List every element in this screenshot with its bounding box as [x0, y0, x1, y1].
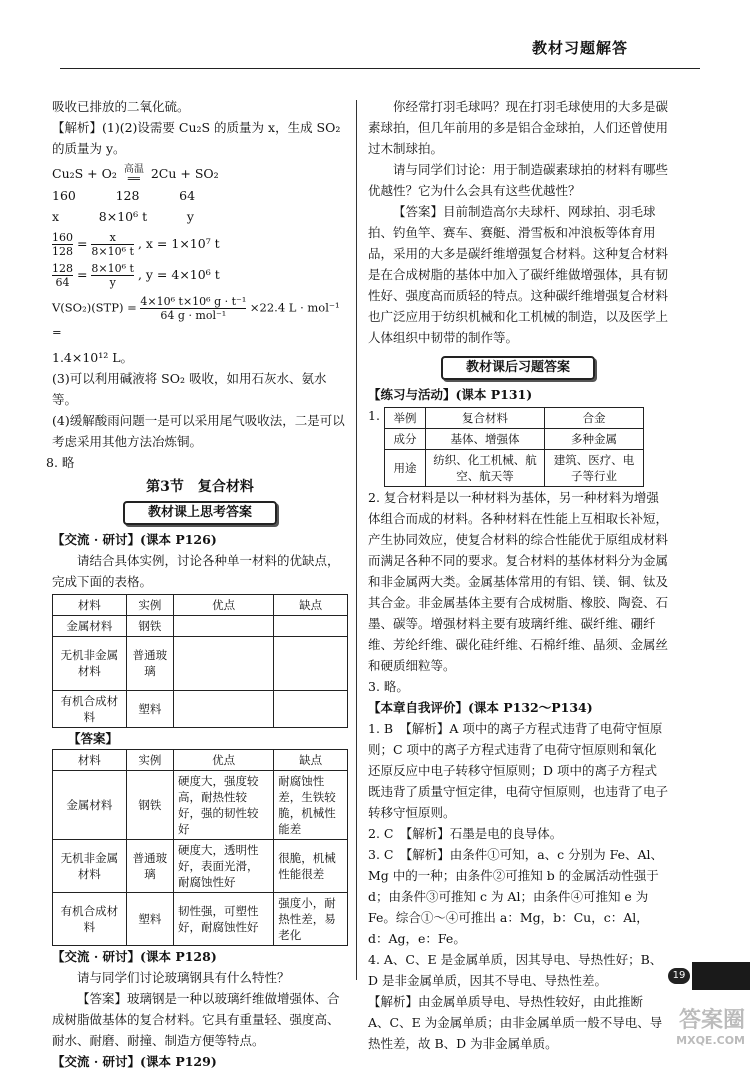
table-cell: 金属材料	[53, 770, 127, 839]
proportion-1: $\frac{160}{128}$ = $\frac{x}{\text{8×10⁶ t}}$ , x = 1×10⁷ t	[52, 230, 220, 258]
frac-den: 64	[55, 275, 70, 289]
table-header: 合金	[545, 408, 644, 429]
review-answer-2: 2. C 【解析】石墨是电的良导体。	[368, 826, 563, 841]
question-text: 请与同学们讨论：用于制造碳素球拍的材料有哪些优越性？它为什么会具有这些优越性？	[368, 162, 669, 198]
table-cell: 用途	[385, 450, 426, 487]
table-cell: 钢铁	[126, 615, 173, 636]
table-cell: 建筑、医疗、电子等行业	[545, 450, 644, 487]
table-cell: 有机合成材料	[53, 690, 127, 727]
eq-arrow: 高温 ══	[123, 163, 144, 185]
page-number: 19	[668, 968, 690, 984]
table-cell: 塑料	[126, 892, 173, 945]
proportion-2: $\frac{128}{64}$ = $\frac{\text{8×10⁶ t}}{y}$ , y = 4×10⁶ t	[52, 261, 220, 289]
table-header: 材料	[53, 594, 127, 615]
eq-masses: 160 128 64	[52, 187, 196, 203]
table-header: 复合材料	[426, 408, 545, 429]
table-cell	[274, 615, 348, 636]
table-cell: 无机非金属材料	[53, 636, 127, 690]
table-header: 实例	[126, 749, 173, 770]
discussion-text: 请结合具体实例，讨论各种单一材料的优缺点，完成下面的表格。	[52, 552, 340, 589]
table-cell: 钢铁	[126, 770, 173, 839]
table-header: 优点	[173, 749, 273, 770]
table-header: 举例	[385, 408, 426, 429]
right-column	[368, 96, 668, 1054]
left-column	[46, 96, 348, 1072]
header-rule	[60, 68, 700, 69]
table-header: 优点	[173, 594, 273, 615]
review-answer-1: 1. B 【解析】A 项中的离子方程式违背了电荷守恒原则；C 项中的离子方程式违背了电荷守恒原则和氧化还原反应中电子转移守恒原则；D 项中的离子方程式既违背了质量守恒定律，电荷守恒原则，也违背了电子转移守恒原则。	[368, 721, 669, 820]
answer-table	[52, 749, 348, 946]
table-cell: 强度小，耐热性差，易老化	[274, 892, 348, 945]
section-badge: 教材课后习题答案	[441, 356, 595, 380]
frac-num: 8×10⁶ t	[91, 261, 134, 275]
table-cell: 无机非金属材料	[53, 839, 127, 892]
frac-den: 128	[52, 244, 73, 258]
table-cell	[274, 636, 348, 690]
frac-den: 8×10⁶ t	[91, 244, 134, 258]
exercise-number: 1.	[368, 408, 380, 423]
table-row	[53, 770, 348, 839]
eq-reactants: Cu₂S + O₂	[52, 166, 117, 181]
page-tab	[692, 962, 750, 990]
frac-den: y	[109, 275, 116, 289]
text-line: 吸收已排放的二氧化硫。	[52, 99, 190, 114]
volume-lhs: V(SO₂)(STP) =	[52, 300, 137, 314]
table-row	[385, 429, 644, 450]
volume-factor: ×22.4 L · mol⁻¹ =	[52, 300, 340, 339]
column-divider	[356, 100, 357, 980]
table-cell: 有机合成材料	[53, 892, 127, 945]
text-line: 的质量为 y。	[52, 141, 126, 156]
eq-unknowns: x 8×10⁶ t y	[52, 208, 194, 224]
answer-8: 8. 略	[46, 454, 75, 470]
table-header: 实例	[126, 594, 173, 615]
answer-label: 【答案】	[68, 730, 119, 746]
table-row	[53, 839, 348, 892]
review-heading: 【本章自我评价】(课本 P132～P134)	[368, 700, 593, 715]
table-cell: 普通玻璃	[126, 839, 173, 892]
table-row	[53, 892, 348, 945]
frac-num: 4×10⁶ t×10⁶ g · t⁻¹	[140, 294, 247, 308]
answer-text: 【答案】目前制造高尔夫球杆、网球拍、羽毛球拍、钓鱼竿、赛车、赛艇、滑雪板和冲浪板等体育用品，采用的大多是碳纤维增强复合材料。这种复合材料是在合成树脂的基体中加入了碳纤维做增强体，具有韧性好、强度高而质轻的特点。这种碳纤维增强复合材料也广泛应用于纺织机械和化工机械的制造，以及医学上人体组织中韧带的制作等。	[368, 204, 669, 345]
review-answer-3: 3. C 【解析】由条件①可知，a、c 分别为 Fe、Al、Mg 中的一种；由条件②可推知 b 的金属活动性强于 d；由条件③可推知 c 为 Al；由条件④可推知 e 为 Fe。综合①～④可推出 a：Mg，b：Cu，c：Al，d：Ag，e：Fe。	[368, 847, 664, 946]
table-cell: 塑料	[126, 690, 173, 727]
table-cell	[274, 690, 348, 727]
table-header: 缺点	[274, 594, 348, 615]
frac-den: 64 g · mol⁻¹	[160, 308, 227, 322]
exercise-1	[368, 405, 668, 487]
review-answer-4: 4. A、C、E 是金属单质，因其导电、导热性好；B、D 是非金属单质，因其不导电、导热性差。	[368, 952, 663, 988]
result-x: , x = 1×10⁷ t	[137, 235, 220, 251]
question-text: 你经常打羽毛球吗？现在打羽毛球使用的大多是碳素球拍，但几年前用的多是铝合金球拍，人们还曾使用过木制球拍。	[368, 99, 669, 156]
frac-num: 160	[52, 230, 73, 244]
table-cell	[173, 690, 273, 727]
exercise-2: 2. 复合材料是以一种材料为基体，另一种材料为增强体组合而成的材料。各种材料在性能上互相取长补短，产生协同效应，使复合材料的综合性能优于原组成材料而满足各种不同的要求。复合材料的基体材料分为金属和非金属两大类。金属基体常用的有铝、镁、铜、钛及其合金。非金属基体主要有合成树脂、橡胶、陶瓷、石墨、碳等。增强材料主要有玻璃纤维、碳纤维、硼纤维、芳纶纤维、碳化硅纤维、石棉纤维、晶须、金属丝和硬质细粒等。	[368, 490, 669, 673]
eq-condition: 高温	[123, 163, 144, 175]
discussion-heading: 【交流 · 研讨】(课本 P128)	[52, 948, 217, 964]
table-cell	[173, 615, 273, 636]
discussion-heading: 【交流 · 研讨】(课本 P129)	[52, 1053, 217, 1069]
discussion-text: 请与同学们讨论玻璃钢具有什么特性？	[77, 969, 290, 985]
exercise-3: 3. 略。	[368, 679, 409, 694]
watermark-url: MXQE.COM	[676, 1034, 745, 1047]
table-cell: 很脆，机械性能很差	[274, 839, 348, 892]
table-row	[53, 690, 348, 727]
discussion-heading: 【交流 · 研讨】(课本 P126)	[52, 531, 217, 547]
table-cell: 金属材料	[53, 615, 127, 636]
analysis-line: 【解析】(1)(2)设需要 Cu₂S 的质量为 x，生成 SO₂	[52, 120, 341, 135]
table-cell: 韧性强，可塑性好，耐腐蚀性好	[173, 892, 273, 945]
volume-result: 1.4×10¹² L。	[52, 349, 134, 365]
section-title: 第3节 复合材料	[146, 478, 254, 495]
table-cell: 多种金属	[545, 429, 644, 450]
table-cell: 硬度大，强度较高，耐热性较好，强的韧性较好	[173, 770, 273, 839]
chem-equation	[52, 163, 348, 185]
exercise-heading: 【练习与活动】(课本 P131)	[368, 387, 533, 402]
answer-4: (4)缓解酸雨问题一是可以采用尾气吸收法，二是可以考虑采用其他方法冶炼铜。	[52, 412, 345, 449]
table-cell: 成分	[385, 429, 426, 450]
answer-3: (3)可以利用碱液将 SO₂ 吸收，如用石灰水、氨水等。	[52, 370, 327, 407]
discussion-answer: 【答案】玻璃钢是一种以玻璃纤维做增强体、合成树脂做基体的复合材料。它具有重量轻、强度高、耐水、耐磨、耐撞、制造方便等特点。	[52, 990, 340, 1048]
blank-table	[52, 594, 348, 728]
table-cell: 普通玻璃	[126, 636, 173, 690]
table-cell: 硬度大，透明性好，表面光滑，耐腐蚀性好	[173, 839, 273, 892]
table-cell: 纺织、化工机械、航空、航天等	[426, 450, 545, 487]
frac-num: x	[91, 231, 134, 245]
table-header: 缺点	[274, 749, 348, 770]
table-cell	[173, 636, 273, 690]
table-header: 材料	[53, 749, 127, 770]
section-badge: 教材课上思考答案	[123, 501, 277, 525]
table-row	[53, 615, 348, 636]
table-cell: 基体、增强体	[426, 429, 545, 450]
watermark-logo: 答案圈	[678, 1008, 745, 1033]
composite-table	[384, 407, 644, 487]
volume-calc	[52, 295, 348, 343]
frac-num: 128	[52, 261, 73, 275]
table-row	[53, 636, 348, 690]
header-title: 教材习题解答	[531, 39, 628, 57]
review-analysis-4: 【解析】由金属单质导电、导热性较好，由此推断 A、C、E 为金属单质；由非金属单质一般不导电、导热性差，故 B、D 为非金属单质。	[368, 994, 663, 1051]
table-row	[385, 450, 644, 487]
result-y: , y = 4×10⁶ t	[137, 266, 220, 282]
eq-products: 2Cu + SO₂	[150, 166, 219, 181]
table-cell: 耐腐蚀性差，生铁较脆，机械性能差	[274, 770, 348, 839]
